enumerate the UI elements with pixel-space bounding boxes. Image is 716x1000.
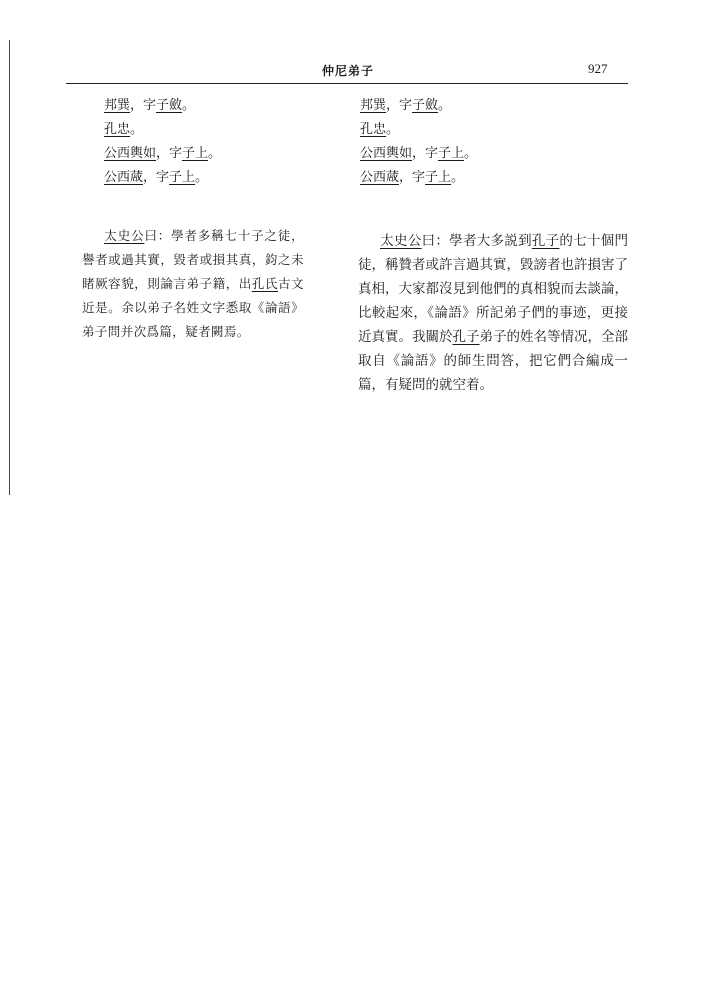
courtesy-name: 子上 — [438, 146, 465, 161]
list-item — [360, 142, 628, 166]
comment-text: 曰：學者多稱七十子之徒，譽者或過其實，毀者或損其真，鈞之未睹厥容貌，則論言弟子籍，出 — [82, 228, 304, 291]
courtesy-name: 子上 — [182, 146, 209, 161]
header-rule — [66, 83, 628, 84]
separator-text: ，字 — [412, 146, 439, 161]
disciple-name: 公西輿如 — [360, 146, 413, 161]
end-punct: 。 — [195, 170, 209, 185]
page-number: 927 — [588, 61, 608, 76]
disciple-list — [358, 94, 628, 190]
historian-comment-translation — [358, 229, 628, 397]
comment-text: 弟子的姓名等情况，全部取自《論語》的師生問答，把它們合編成一篇，有疑問的就空着。 — [358, 329, 628, 393]
list-item — [360, 94, 628, 118]
separator-text: ，字 — [399, 170, 426, 185]
disciple-name: 公西蒧 — [104, 170, 144, 185]
end-punct: 。 — [182, 98, 196, 113]
speaker-name: 太史公 — [380, 233, 422, 249]
list-item — [360, 118, 628, 142]
list-item — [104, 94, 304, 118]
disciple-name: 邦巽 — [360, 98, 387, 113]
speaker-name: 太史公 — [104, 228, 145, 243]
historian-comment — [82, 224, 304, 344]
disciple-name: 孔忠 — [360, 122, 387, 137]
courtesy-name: 子斂 — [412, 98, 439, 113]
separator-text: ，字 — [143, 170, 170, 185]
header-title: 仲尼弟子 — [322, 64, 375, 78]
end-punct: 。 — [464, 146, 478, 161]
running-header — [0, 0, 716, 90]
translation-column — [358, 94, 628, 397]
clan-name: 孔氏 — [251, 276, 279, 291]
comment-text: 的七十個門徒，稱贊者或許言過其實，毀謗者也許損害了真相，大家都沒見到他們的真相貌而去談論，比較起來，《論語》所記弟子們的事迹，更接近真實。我關於 — [358, 233, 629, 345]
comment-text: 古文近是。余以弟子名姓文字悉取《論語》弟子問并次爲篇，疑者闕焉。 — [82, 276, 304, 339]
courtesy-name: 子上 — [169, 170, 196, 185]
disciple-name: 公西蒧 — [360, 170, 400, 185]
person-name: 孔子 — [531, 233, 560, 249]
courtesy-name: 子斂 — [156, 98, 183, 113]
end-punct: 。 — [130, 122, 144, 137]
separator-text: ，字 — [156, 146, 183, 161]
list-item — [104, 166, 304, 190]
page-edge-rule — [9, 40, 10, 495]
disciple-list — [82, 94, 304, 190]
list-item — [360, 166, 628, 190]
end-punct: 。 — [438, 98, 452, 113]
end-punct: 。 — [386, 122, 400, 137]
list-item — [104, 118, 304, 142]
disciple-name: 公西輿如 — [104, 146, 157, 161]
disciple-name: 邦巽 — [104, 98, 131, 113]
disciple-name: 孔忠 — [104, 122, 131, 137]
person-name: 孔子 — [452, 329, 480, 345]
end-punct: 。 — [208, 146, 222, 161]
courtesy-name: 子上 — [425, 170, 452, 185]
comment-text: 曰：學者大多説到 — [421, 233, 532, 249]
separator-text: ，字 — [130, 98, 157, 113]
original-text-column — [82, 94, 304, 344]
list-item — [104, 142, 304, 166]
end-punct: 。 — [451, 170, 465, 185]
separator-text: ，字 — [386, 98, 413, 113]
